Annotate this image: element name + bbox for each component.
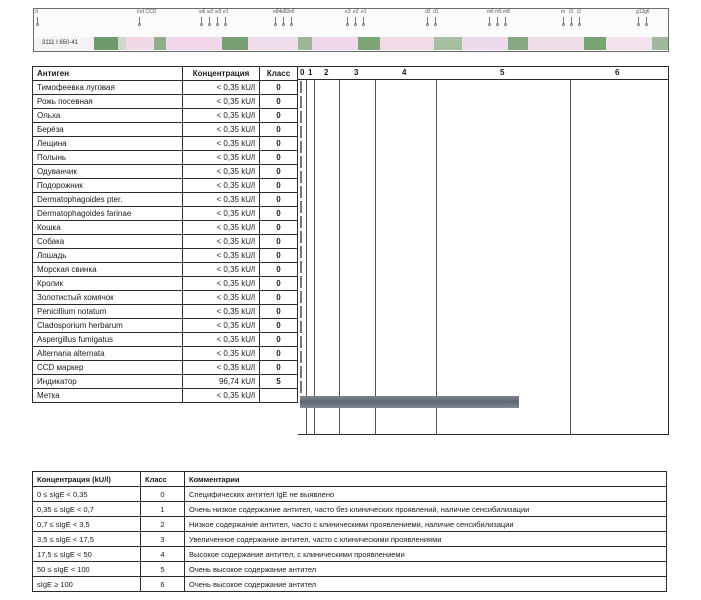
strip-band <box>606 37 652 50</box>
strip-label: d <box>35 9 38 15</box>
strip-label: e82 <box>281 9 290 15</box>
antigen-name: Ольха <box>33 109 183 123</box>
result-bar <box>300 381 302 393</box>
antigen-name: Индикатор <box>33 375 183 389</box>
result-bar <box>300 351 302 363</box>
legend-range: 0,7 ≤ sIgE < 3,5 <box>33 517 141 532</box>
concentration-value: < 0,35 kU/l <box>183 305 260 319</box>
result-bar <box>300 156 302 168</box>
antigen-name: Dermatophagoides pter. <box>33 193 183 207</box>
class-value: 0 <box>260 347 298 361</box>
class-value: 0 <box>260 333 298 347</box>
class-value: 0 <box>260 305 298 319</box>
antigen-name: Морская свинка <box>33 263 183 277</box>
antigen-name: Кошка <box>33 221 183 235</box>
strip-position-tick <box>355 17 356 26</box>
legend-range: 3,5 ≤ sIgE < 17,5 <box>33 532 141 547</box>
strip-id-label: 3111 I 650-41 <box>42 40 79 46</box>
class-value: 0 <box>260 137 298 151</box>
strip-position-tick <box>435 17 436 26</box>
result-bar <box>300 111 302 123</box>
class-value: 0 <box>260 95 298 109</box>
class-value: 0 <box>260 235 298 249</box>
strip-label: Ind CCD <box>137 9 157 15</box>
class-value <box>260 389 298 403</box>
results-header-row <box>33 67 298 81</box>
strip-position-tick <box>139 17 140 26</box>
strip-band <box>118 37 126 50</box>
strip-band <box>584 37 606 50</box>
strip-label: e3 <box>345 9 351 15</box>
table-row <box>33 137 298 151</box>
result-bar <box>300 126 302 138</box>
test-strip-image <box>33 8 669 52</box>
antigen-name: Тимофеевка луговая <box>33 81 183 95</box>
table-row <box>33 179 298 193</box>
strip-position-tick <box>563 17 564 26</box>
result-bar <box>300 96 302 108</box>
class-value: 0 <box>260 109 298 123</box>
concentration-value: < 0,35 kU/l <box>183 235 260 249</box>
table-row <box>33 95 298 109</box>
strip-label: e6 <box>289 9 295 15</box>
result-bar <box>300 201 302 213</box>
antigen-name: Cladosporium herbarum <box>33 319 183 333</box>
strip-label: m6 <box>487 9 494 15</box>
strip-band <box>508 37 528 50</box>
concentration-value: < 0,35 kU/l <box>183 81 260 95</box>
strip-position-tick <box>217 17 218 26</box>
legend-class: 2 <box>141 517 185 532</box>
table-row <box>33 193 298 207</box>
class-value: 0 <box>260 151 298 165</box>
strip-band <box>298 37 312 50</box>
legend-range: 0 ≤ sIgE < 0,35 <box>33 487 141 502</box>
scale-class-label: 5 <box>500 68 505 77</box>
class-value: 0 <box>260 249 298 263</box>
class-value: 5 <box>260 375 298 389</box>
legend-comment: Очень высокое содержание антител <box>185 562 667 577</box>
class-scale-area <box>298 80 669 435</box>
antigen-name: Alternaria alternata <box>33 347 183 361</box>
strip-position-tick <box>37 17 38 26</box>
result-bar <box>300 141 302 153</box>
concentration-value: < 0,35 kU/l <box>183 179 260 193</box>
scale-class-label: 2 <box>324 68 329 77</box>
table-row <box>33 109 298 123</box>
class-value: 0 <box>260 207 298 221</box>
legend-class: 0 <box>141 487 185 502</box>
concentration-value: < 0,35 kU/l <box>183 165 260 179</box>
strip-position-tick <box>347 17 348 26</box>
result-bar <box>300 216 302 228</box>
strip-band <box>312 37 358 50</box>
table-row <box>33 221 298 235</box>
result-bar <box>300 171 302 183</box>
legend-range: 17,5 ≤ sIgE < 50 <box>33 547 141 562</box>
legend-range: sIgE ≥ 100 <box>33 577 141 592</box>
table-row <box>33 81 298 95</box>
legend-comment: Низкое содержание антител, часто с клиническими проявлениеми, наличие сенсибилизации <box>185 517 667 532</box>
header-antigen: Антиген <box>33 67 183 81</box>
strip-position-tick <box>489 17 490 26</box>
strip-band <box>358 37 380 50</box>
class-value: 0 <box>260 123 298 137</box>
concentration-value: < 0,35 kU/l <box>183 137 260 151</box>
table-row <box>33 151 298 165</box>
concentration-value: < 0,35 kU/l <box>183 361 260 375</box>
strip-position-tick <box>579 17 580 26</box>
table-row <box>33 235 298 249</box>
scale-class-label: 1 <box>308 68 313 77</box>
strip-label: m5 <box>495 9 502 15</box>
table-row <box>33 389 298 403</box>
strip-position-tick <box>201 17 202 26</box>
strip-label: w3 <box>215 9 222 15</box>
table-row <box>33 361 298 375</box>
strip-band <box>248 37 298 50</box>
result-bar <box>300 366 302 378</box>
scale-gridline <box>375 80 376 435</box>
table-row <box>33 249 298 263</box>
legend-comment: Очень низкое содержание антител, часто без клинических проявлений, наличие сенсибилизации <box>185 502 667 517</box>
class-value: 0 <box>260 361 298 375</box>
strip-band <box>154 37 166 50</box>
concentration-value: < 0,35 kU/l <box>183 319 260 333</box>
strip-position-labels <box>33 9 669 37</box>
table-row <box>33 333 298 347</box>
legend-class: 1 <box>141 502 185 517</box>
table-row <box>33 347 298 361</box>
antigen-name: Лошадь <box>33 249 183 263</box>
strip-band <box>166 37 222 50</box>
strip-position-tick <box>225 17 226 26</box>
strip-band <box>380 37 434 50</box>
strip-label: g6 <box>644 9 650 15</box>
header-concentration: Концентрация <box>183 67 260 81</box>
result-bar <box>300 246 302 258</box>
concentration-value: < 0,35 kU/l <box>183 221 260 235</box>
scale-gridline <box>339 80 340 435</box>
strip-band <box>222 37 248 50</box>
legend-header-class: Класс <box>141 472 185 487</box>
antigen-name: Рожь посевная <box>33 95 183 109</box>
antigen-name: Полынь <box>33 151 183 165</box>
concentration-value: < 0,35 kU/l <box>183 249 260 263</box>
class-value: 0 <box>260 263 298 277</box>
concentration-value: < 0,35 kU/l <box>183 347 260 361</box>
strip-label: m8 <box>503 9 510 15</box>
legend-row <box>33 502 667 517</box>
strip-label: m <box>561 9 566 15</box>
result-bar <box>300 261 302 273</box>
strip-position-tick <box>363 17 364 26</box>
strip-position-tick <box>291 17 292 26</box>
table-row <box>33 165 298 179</box>
result-bar <box>300 336 302 348</box>
class-value: 0 <box>260 221 298 235</box>
strip-label: e1 <box>361 9 367 15</box>
result-bar <box>300 306 302 318</box>
result-bar <box>300 231 302 243</box>
result-bar <box>300 321 302 333</box>
strip-label: e2 <box>353 9 359 15</box>
antigen-name: Берёза <box>33 123 183 137</box>
result-bar <box>300 276 302 288</box>
results-table <box>32 66 298 403</box>
result-bar <box>300 81 302 93</box>
strip-label: w2 <box>207 9 214 15</box>
legend-row <box>33 547 667 562</box>
strip-position-tick <box>283 17 284 26</box>
concentration-value: < 0,35 kU/l <box>183 291 260 305</box>
class-value: 0 <box>260 193 298 207</box>
strip-label: e1 <box>223 9 229 15</box>
legend-class: 4 <box>141 547 185 562</box>
legend-row <box>33 532 667 547</box>
scale-class-label: 3 <box>354 68 359 77</box>
concentration-value: < 0,35 kU/l <box>183 109 260 123</box>
concentration-value: < 0,35 kU/l <box>183 193 260 207</box>
legend-row <box>33 562 667 577</box>
table-row <box>33 263 298 277</box>
strip-band <box>528 37 584 50</box>
concentration-value: < 0,35 kU/l <box>183 277 260 291</box>
strip-position-tick <box>275 17 276 26</box>
result-bar <box>300 186 302 198</box>
legend-range: 50 ≤ sIgE < 100 <box>33 562 141 577</box>
legend-row <box>33 577 667 592</box>
table-row <box>33 123 298 137</box>
strip-position-tick <box>505 17 506 26</box>
concentration-value: < 0,35 kU/l <box>183 151 260 165</box>
strip-band <box>652 37 668 50</box>
class-value: 0 <box>260 165 298 179</box>
table-row <box>33 375 298 389</box>
table-row <box>33 319 298 333</box>
concentration-value: < 0,35 kU/l <box>183 207 260 221</box>
strip-label: i3 <box>569 9 573 15</box>
strip-label: i2 <box>577 9 581 15</box>
scale-class-label: 4 <box>402 68 407 77</box>
result-bar <box>300 396 519 408</box>
antigen-name: Лещина <box>33 137 183 151</box>
concentration-value: < 0,35 kU/l <box>183 123 260 137</box>
table-row <box>33 305 298 319</box>
class-value: 0 <box>260 291 298 305</box>
scale-gridline <box>314 80 315 435</box>
scale-gridline <box>570 80 571 435</box>
class-scale-header <box>298 66 669 80</box>
strip-band <box>126 37 154 50</box>
concentration-value: < 0,35 kU/l <box>183 333 260 347</box>
class-value: 0 <box>260 81 298 95</box>
table-row <box>33 291 298 305</box>
scale-class-label: 0 <box>300 68 305 77</box>
concentration-value: < 0,35 kU/l <box>183 263 260 277</box>
strip-label: g12 <box>636 9 645 15</box>
legend-comment: Специфических антител IgE не выявлено <box>185 487 667 502</box>
antigen-name: CCD маркер <box>33 361 183 375</box>
antigen-name: Dermatophagoides farinae <box>33 207 183 221</box>
antigen-name: Aspergillus fumigatus <box>33 333 183 347</box>
class-value: 0 <box>260 179 298 193</box>
legend-range: 0,35 ≤ sIgE < 0,7 <box>33 502 141 517</box>
antigen-name: Кролик <box>33 277 183 291</box>
result-bar <box>300 291 302 303</box>
legend-row <box>33 517 667 532</box>
strip-position-tick <box>638 17 639 26</box>
strip-label: d1 <box>433 9 439 15</box>
legend-class: 3 <box>141 532 185 547</box>
strip-label: d2 <box>425 9 431 15</box>
antigen-name: Золотистый хомячок <box>33 291 183 305</box>
antigen-name: Собака <box>33 235 183 249</box>
strip-label: e84 <box>273 9 282 15</box>
table-row <box>33 207 298 221</box>
legend-row <box>33 487 667 502</box>
legend-class: 5 <box>141 562 185 577</box>
legend-comment: Очень высокое содержание антител <box>185 577 667 592</box>
strip-position-tick <box>427 17 428 26</box>
concentration-value: 96,74 kU/l <box>183 375 260 389</box>
strip-band <box>94 37 118 50</box>
concentration-value: < 0,35 kU/l <box>183 95 260 109</box>
antigen-name: Одуванчик <box>33 165 183 179</box>
legend-class: 6 <box>141 577 185 592</box>
strip-position-tick <box>497 17 498 26</box>
strip-position-tick <box>571 17 572 26</box>
legend-header-row <box>33 472 667 487</box>
strip-band <box>462 37 508 50</box>
scale-gridline <box>436 80 437 435</box>
strip-band <box>434 37 462 50</box>
legend-comment: Высокое содержание антител, с клиническими проявлениеми <box>185 547 667 562</box>
legend-header-range: Концентрация (kU/l) <box>33 472 141 487</box>
class-value: 0 <box>260 277 298 291</box>
class-value: 0 <box>260 319 298 333</box>
antigen-name: Penicillium notatum <box>33 305 183 319</box>
legend-header-comment: Комментарии <box>185 472 667 487</box>
antigen-name: Подорожник <box>33 179 183 193</box>
strip-position-tick <box>646 17 647 26</box>
strip-bands <box>34 37 668 50</box>
scale-class-label: 6 <box>615 68 620 77</box>
legend-comment: Увеличенное содержание антител, часто с клиническими проявлениями <box>185 532 667 547</box>
scale-gridline <box>306 80 307 435</box>
class-legend-table <box>32 471 667 592</box>
header-class: Класс <box>260 67 298 81</box>
strip-label: w6 <box>199 9 206 15</box>
antigen-name: Метка <box>33 389 183 403</box>
strip-position-tick <box>209 17 210 26</box>
concentration-value: < 0,35 kU/l <box>183 389 260 403</box>
table-row <box>33 277 298 291</box>
